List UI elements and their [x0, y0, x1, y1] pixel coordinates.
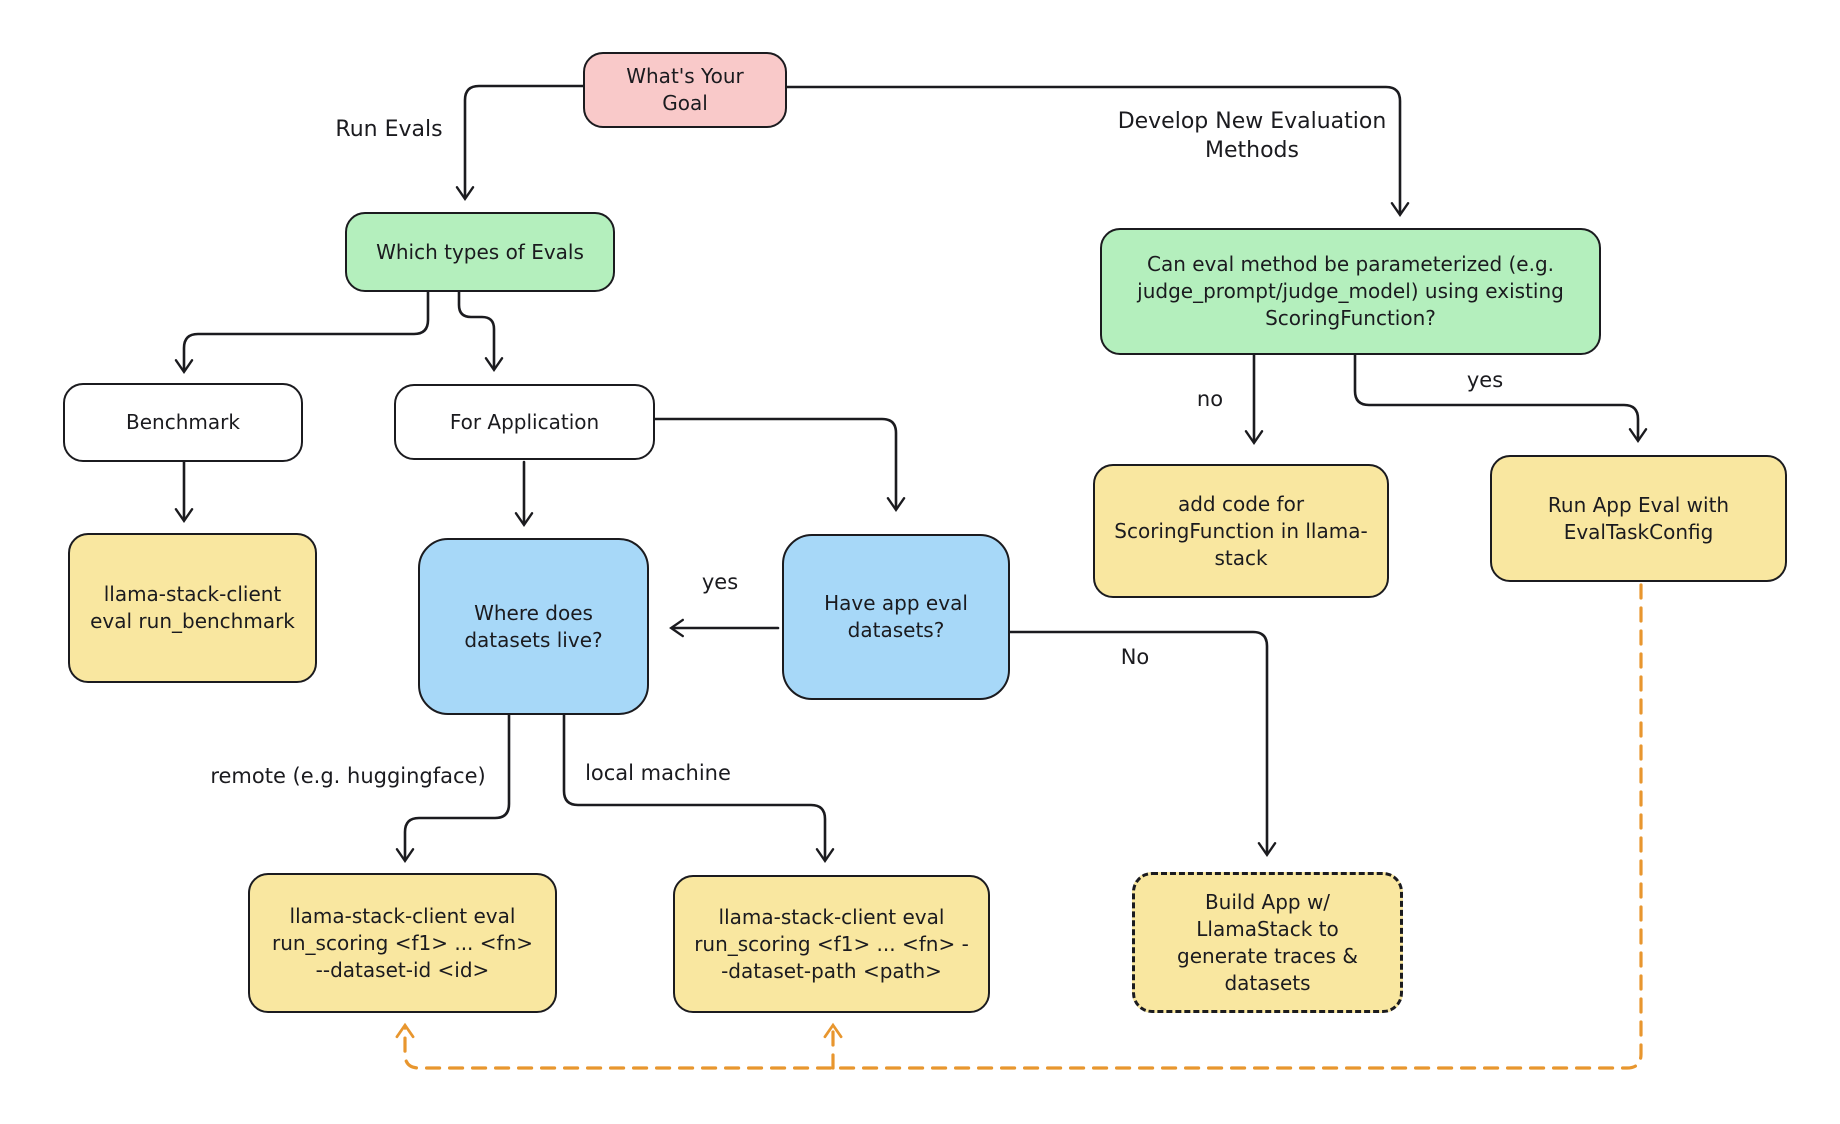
node-build-app-llamastack: Build App w/ LlamaStack to generate traces & datasets: [1132, 872, 1403, 1013]
edge-label-yes-right: yes: [1466, 368, 1504, 392]
edge-label-yes-middle: yes: [701, 570, 739, 594]
edge-forapp-have: [655, 419, 896, 509]
node-can-eval-method-be-parameterized: Can eval method be parameterized (e.g. judge_prompt/judge_model) using existing ScoringFunction?: [1100, 228, 1601, 355]
edge-label-run-evals: Run Evals: [335, 117, 443, 142]
edge-label-develop-new-evaluation-methods: Develop New Evaluation Methods: [1117, 109, 1387, 163]
edge-which-benchmark: [184, 292, 428, 371]
edge-label-no: no: [1196, 387, 1224, 411]
node-have-app-eval-datasets: Have app eval datasets?: [782, 534, 1010, 700]
node-whats-your-goal: What's Your Goal: [583, 52, 787, 128]
edge-label-no-middle: No: [1120, 645, 1150, 669]
node-add-code-scoringfunction: add code for ScoringFunction in llama-stack: [1093, 464, 1389, 598]
node-where-does-datasets-live: Where does datasets live?: [418, 538, 649, 715]
edge-which-forapp: [459, 292, 494, 369]
edge-label-local-machine: local machine: [585, 761, 731, 785]
node-benchmark: Benchmark: [63, 383, 303, 462]
edge-where-scoringpath-local: [564, 715, 825, 860]
edge-goal-which: [465, 86, 583, 198]
node-run-app-eval-evaltaskconfig: Run App Eval with EvalTaskConfig: [1490, 455, 1787, 582]
node-run-scoring-dataset-id-command: llama-stack-client eval run_scoring <f1> ... <fn> --dataset-id <id>: [248, 873, 557, 1013]
node-for-application: For Application: [394, 384, 655, 460]
node-run-benchmark-command: llama-stack-client eval run_benchmark: [68, 533, 317, 683]
node-run-scoring-dataset-path-command: llama-stack-client eval run_scoring <f1> ... <fn> --dataset-path <path>: [673, 875, 990, 1013]
edge-label-remote-huggingface: remote (e.g. huggingface): [210, 764, 486, 788]
node-which-types-of-evals: Which types of Evals: [345, 212, 615, 292]
